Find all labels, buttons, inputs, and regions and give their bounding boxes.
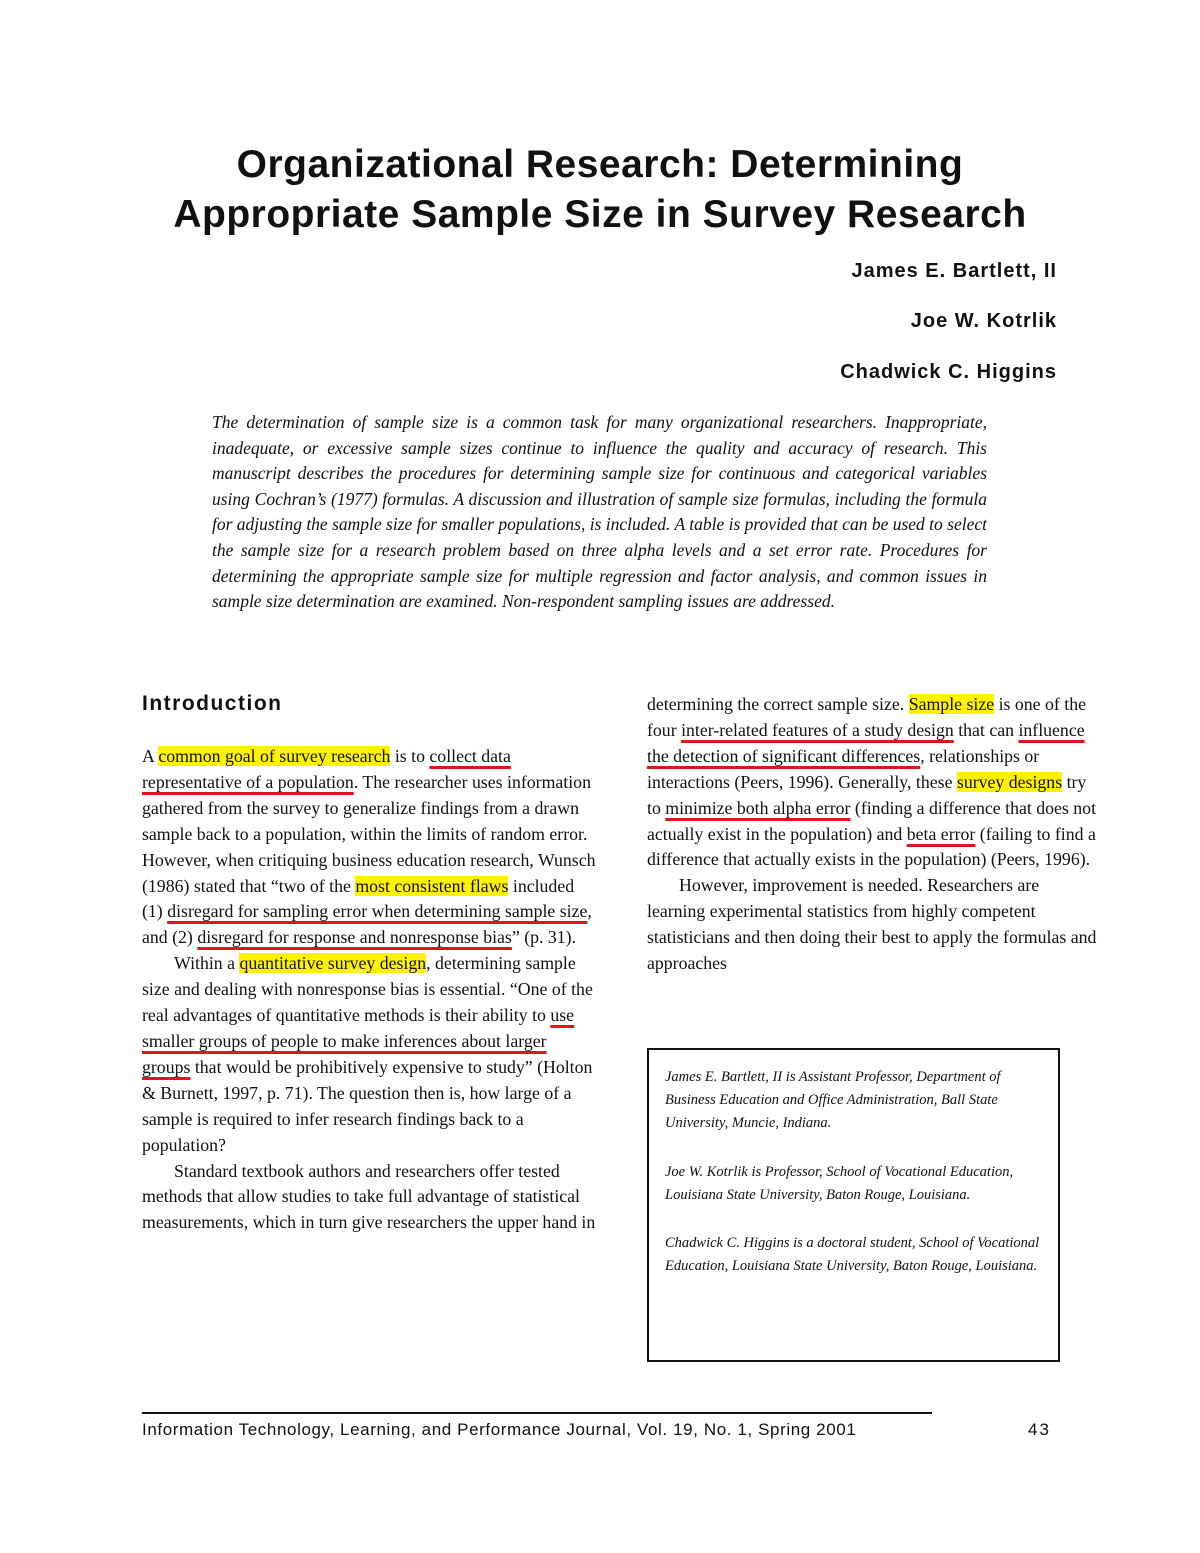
journal-citation: Information Technology, Learning, and Performance Journal, Vol. 19, No. 1, Spring 2001 <box>142 1420 857 1439</box>
right-column <box>647 692 1097 977</box>
author-bartlett: James E. Bartlett, II <box>851 260 1057 282</box>
author-kotrlik: Joe W. Kotrlik <box>910 310 1057 332</box>
page-number: 43 <box>1028 1420 1051 1439</box>
title-line-1: Organizational Research: Determining <box>236 143 964 186</box>
text-run: . The researcher uses information gathered from the survey to generalize findings from a drawn sample back to a population, within the limits of random error. However, when critiquing business education research, Wunsch (1986) stated that “two of the <box>142 771 596 896</box>
text-run: try to <box>647 771 1087 818</box>
text-run: (failing to find a difference that actually exists in the population) (Peers, 1996). <box>647 823 1096 870</box>
intro-paragraph-2 <box>142 951 597 1158</box>
underline: beta error <box>906 823 976 844</box>
text-run: , determining sample size and dealing with nonresponse bias is essential. “One of the real advantages of quantitative methods is their ability to <box>142 953 593 1026</box>
underline: collect data representative of a population <box>142 746 511 792</box>
text-run: that would be prohibitively expensive to study” (Holton & Burnett, 1997, p. 71). The question then is, how large of a sample is required to infer research findings back to a population? <box>142 1056 593 1155</box>
highlight: Sample size <box>908 694 995 714</box>
text-run: Within a <box>174 953 240 974</box>
text-run: included (1) <box>142 875 575 922</box>
highlight: survey designs <box>956 771 1063 792</box>
text-run: determining the correct sample size. <box>647 694 909 714</box>
left-column <box>142 744 597 1236</box>
text-run: , relationships or interactions (Peers, 1996). Generally, these <box>647 745 1040 792</box>
underline: influence the detection of significant differences <box>647 719 1085 766</box>
intro-paragraph-1 <box>142 744 597 951</box>
title-line-2: Appropriate Sample Size in Survey Research <box>173 193 1027 236</box>
text-run: A <box>142 746 159 766</box>
abstract: The determination of sample size is a common task for many organizational researchers. Inappropriate, inadequate, or excessive sample sizes continue to influence the quality and accuracy of research. This manuscript describes the procedures for determining sample size for continuous and categorical variables using Cochran’s (1977) formulas. A discussion and illustration of sample size formulas, including the formula for adjusting the sample size for smaller populations, is included. A table is provided that can be used to select the sample size for a research problem based on three alpha levels and a set error rate. Procedures for determining the appropriate sample size for multiple regression and factor analysis, and common issues in sample size determination are examined. Non-respondent sampling issues are addressed. <box>212 412 987 612</box>
underline: use smaller groups of people to make inferences about larger groups <box>142 1005 575 1077</box>
intro-paragraph-4 <box>647 692 1097 873</box>
author-higgins: Chadwick C. Higgins <box>840 361 1057 383</box>
highlight: common goal of survey research <box>158 746 391 766</box>
underline: disregard for sampling error when determining sample size <box>167 901 588 922</box>
intro-paragraph-3: Standard textbook authors and researchers offer tested methods that allow studies to take full advantage of statistical measurements, which in turn give researchers the upper hand in <box>142 1160 596 1233</box>
underline: inter-related features of a study design <box>681 719 954 740</box>
footer-rule <box>142 1412 932 1414</box>
text-run: is one of the four <box>647 694 1086 740</box>
text-run: that can <box>953 719 1019 740</box>
text-run: ” (p. 31). <box>511 927 577 948</box>
bio-bartlett: James E. Bartlett, II is Assistant Professor, Department of Business Education and Office Administration, Ball State University, Muncie, Indiana. <box>665 1069 1001 1132</box>
underline: disregard for response and nonresponse bias <box>197 927 512 948</box>
text-run: , and (2) <box>142 901 592 948</box>
underline: minimize both alpha error <box>665 797 851 818</box>
bio-kotrlik: Joe W. Kotrlik is Professor, School of Vocational Education, Louisiana State University, Baton Rouge, Louisiana. <box>665 1163 1014 1203</box>
bio-higgins: Chadwick C. Higgins is a doctoral student, School of Vocational Education, Louisiana State University, Baton Rouge, Louisiana. <box>665 1235 1040 1275</box>
highlight: most consistent flaws <box>355 875 509 896</box>
text-run: is to <box>390 746 430 766</box>
introduction-heading: Introduction <box>142 692 283 715</box>
author-bio-box <box>647 1048 1060 1362</box>
intro-paragraph-5: However, improvement is needed. Researchers are learning experimental statistics from highly competent statisticians and then doing their best to apply the formulas and approaches <box>647 875 1097 974</box>
highlight: quantitative survey design <box>239 953 427 974</box>
text-run: (finding a difference that does not actually exist in the population) and <box>647 797 1097 844</box>
paper-title <box>140 140 1060 240</box>
